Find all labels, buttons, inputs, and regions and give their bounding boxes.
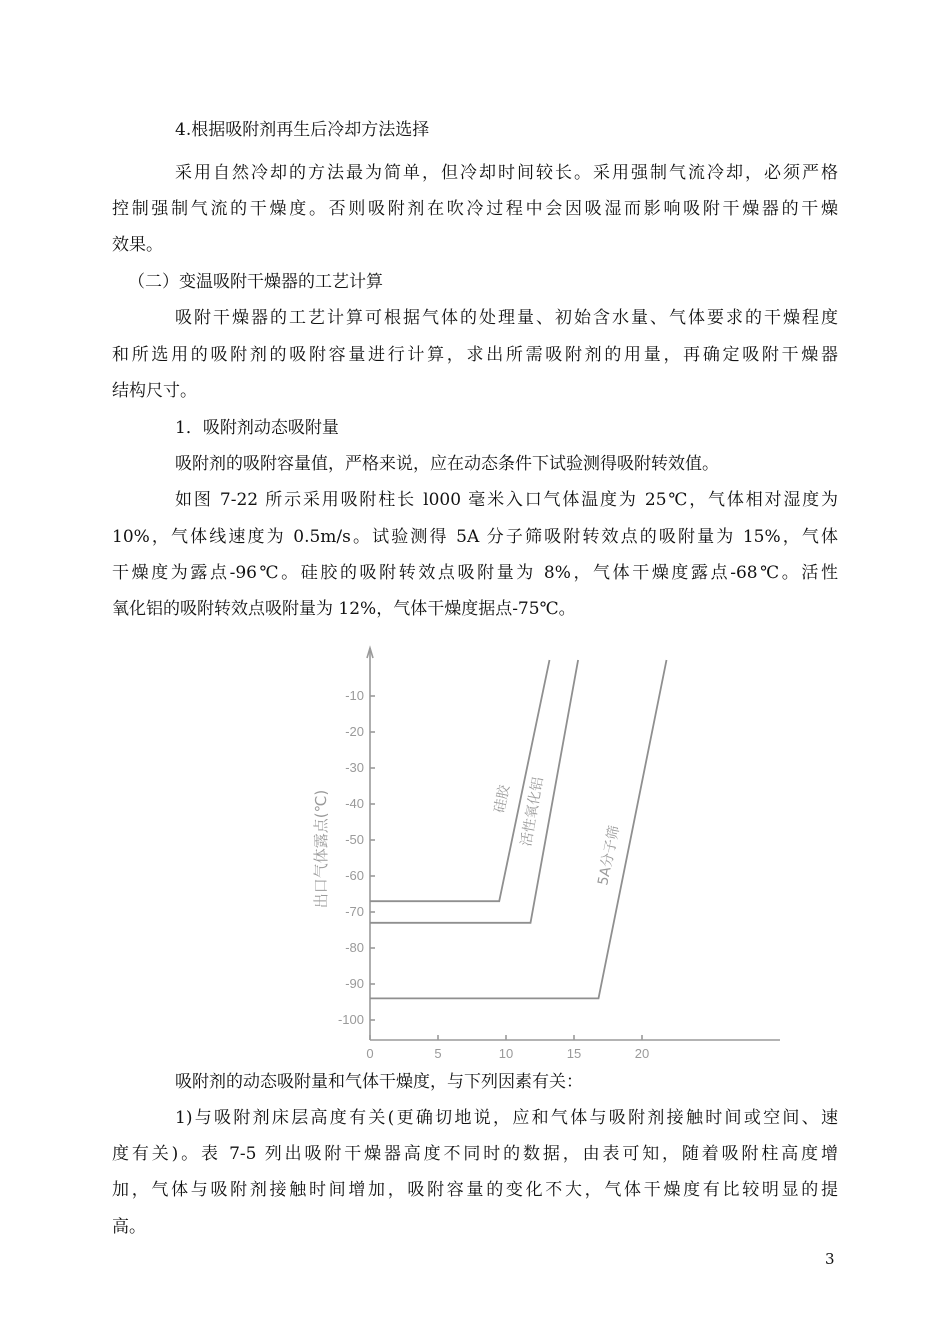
section-heading: （二）变温吸附干燥器的工艺计算 (128, 272, 383, 292)
paragraph-line: 控制强制气流的干燥度。否则吸附剂在吹冷过程中会因吸湿而影响吸附干燥器的干燥 (112, 199, 838, 219)
series-line (370, 660, 578, 923)
paragraph-line: 如图 7-22 所示采用吸附柱长 l000 毫米入口气体温度为 25℃，气体相对湿度为 (175, 490, 838, 510)
paragraph-line: 高。 (112, 1217, 146, 1237)
series-line (370, 660, 550, 901)
page-number: 3 (825, 1250, 835, 1268)
x-tick-label: 0 (366, 1046, 374, 1061)
y-tick-label: -50 (345, 832, 364, 847)
y-tick-label: -90 (345, 976, 364, 991)
paragraph-line: 干燥度为露点-96℃。硅胶的吸附转效点吸附量为 8%，气体干燥度露点-68℃。活性 (112, 563, 838, 583)
paragraph-line: 10%，气体线速度为 0.5m/s。试验测得 5A 分子筛吸附转效点的吸附量为 15%，气体 (112, 527, 838, 547)
subheading: 1．吸附剂动态吸附量 (175, 418, 339, 438)
y-tick-label: -10 (345, 688, 364, 703)
paragraph-line: 采用自然冷却的方法最为简单，但冷却时间较长。采用强制气流冷却，必须严格 (175, 163, 838, 183)
y-tick-label: -30 (345, 760, 364, 775)
paragraph-line: 度有关)。表 7-5 列出吸附干燥器高度不同时的数据，由表可知，随着吸附柱高度增 (112, 1144, 838, 1164)
paragraph-line: 结构尺寸。 (112, 381, 197, 401)
paragraph-line: 和所选用的吸附剂的吸附容量进行计算，求出所需吸附剂的用量，再确定吸附干燥器 (112, 345, 838, 365)
y-tick-label: -60 (345, 868, 364, 883)
x-tick-label: 20 (634, 1046, 650, 1061)
heading-cooling-method: 4.根据吸附剂再生后冷却方法选择 (175, 120, 430, 140)
paragraph-line: 吸附干燥器的工艺计算可根据气体的处理量、初始含水量、气体要求的干燥程度 (175, 308, 838, 328)
paragraph-line: 1)与吸附剂床层高度有关(更确切地说，应和气体与吸附剂接触时间或空间、速 (175, 1108, 838, 1128)
y-tick-label: -100 (337, 1012, 364, 1027)
paragraph-line: 效果。 (112, 235, 163, 255)
y-tick-label: -20 (345, 724, 364, 739)
series-label: 5A分子筛 (595, 824, 623, 887)
chart-axes (367, 648, 780, 1043)
series-label: 硅胶 (491, 783, 514, 815)
y-tick-label: -70 (345, 904, 364, 919)
x-tick-label: 15 (566, 1046, 582, 1061)
series-label: 活性氧化铝 (518, 775, 547, 848)
paragraph-line: 氧化铝的吸附转效点吸附量为 12%，气体干燥度据点-75℃。 (112, 599, 576, 619)
paragraph-line: 吸附剂的动态吸附量和气体干燥度，与下列因素有关： (175, 1072, 583, 1092)
paragraph-line: 加，气体与吸附剂接触时间增加，吸附容量的变化不大，气体干燥度有比较明显的提 (112, 1180, 838, 1200)
y-tick-label: -40 (345, 796, 364, 811)
dew-point-chart (300, 640, 780, 1065)
x-tick-label: 10 (498, 1046, 514, 1061)
x-tick-label: 5 (434, 1046, 442, 1061)
paragraph-line: 吸附剂的吸附容量值，严格来说，应在动态条件下试验测得吸附转效值。 (175, 454, 719, 474)
y-tick-label: -80 (345, 940, 364, 955)
y-axis-title: 出口气体露点(℃) (312, 789, 330, 909)
